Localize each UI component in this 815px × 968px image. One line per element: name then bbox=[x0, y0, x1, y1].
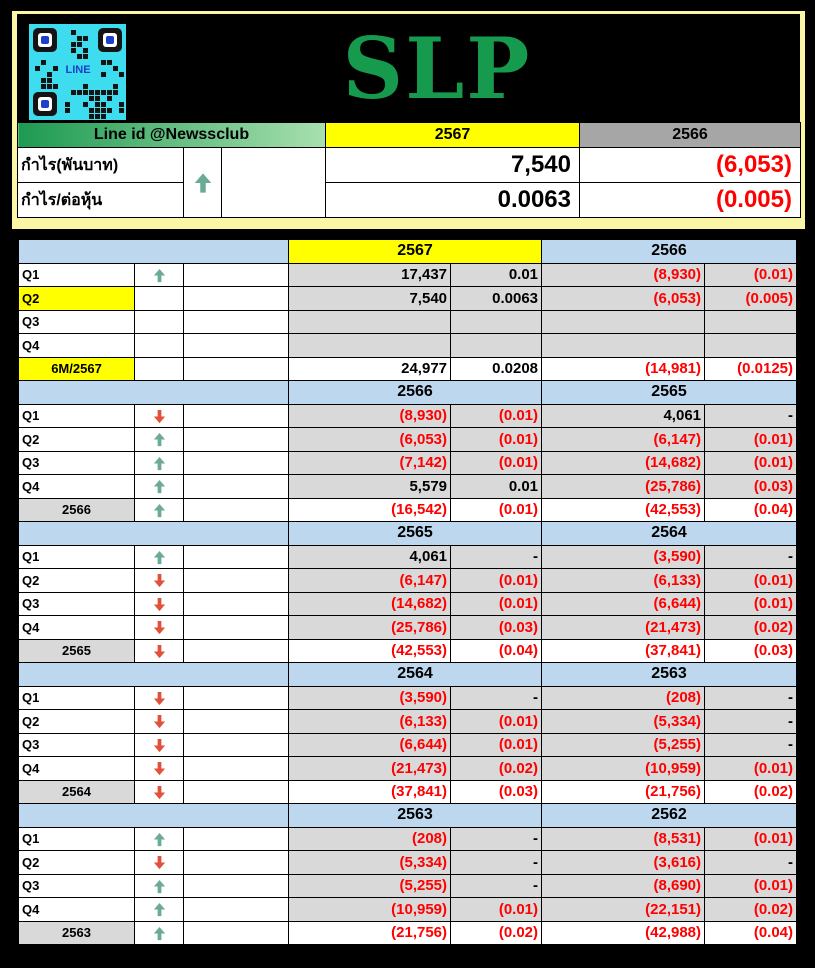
spacer-cell bbox=[184, 874, 289, 898]
eps-value-b: (0.01) bbox=[705, 827, 797, 851]
spacer-cell bbox=[184, 545, 289, 569]
trend-cell bbox=[135, 310, 184, 334]
section-header bbox=[19, 804, 797, 828]
section-header bbox=[19, 522, 797, 546]
profit-value-b: (8,690) bbox=[542, 874, 705, 898]
eps-value-a: (0.01) bbox=[451, 498, 542, 522]
total-row bbox=[19, 639, 797, 663]
profit-value-b: (208) bbox=[542, 686, 705, 710]
eps-value-a: - bbox=[451, 827, 542, 851]
eps-value-a: - bbox=[451, 545, 542, 569]
eps-value-a: (0.01) bbox=[451, 592, 542, 616]
trend-up-icon bbox=[152, 454, 167, 471]
quarter-row bbox=[19, 545, 797, 569]
trend-down-icon bbox=[152, 760, 167, 777]
period-label: 2564 bbox=[19, 780, 135, 804]
quarter-label: Q1 bbox=[19, 686, 135, 710]
spacer-cell bbox=[184, 428, 289, 452]
profit-value-b: (21,473) bbox=[542, 616, 705, 640]
eps-value-a: (0.01) bbox=[451, 733, 542, 757]
profit-value-a: (37,841) bbox=[289, 780, 451, 804]
profit-value-b: (5,255) bbox=[542, 733, 705, 757]
profit-value-b: (25,786) bbox=[542, 475, 705, 499]
profit-value-a: 17,437 bbox=[289, 263, 451, 287]
eps-value-b: (0.0125) bbox=[705, 357, 797, 381]
quarter-row bbox=[19, 451, 797, 475]
profit-value-b: (14,981) bbox=[542, 357, 705, 381]
eps-value-a: (0.01) bbox=[451, 898, 542, 922]
quarter-row bbox=[19, 757, 797, 781]
quarter-label: Q3 bbox=[19, 733, 135, 757]
eps-value-a: (0.01) bbox=[451, 451, 542, 475]
period-label: 2563 bbox=[19, 921, 135, 945]
spacer-cell bbox=[184, 710, 289, 734]
spacer-cell bbox=[184, 592, 289, 616]
trend-cell bbox=[135, 569, 184, 593]
profit-value-a: (6,053) bbox=[289, 428, 451, 452]
profit-value-b: (6,147) bbox=[542, 428, 705, 452]
trend-up-icon bbox=[152, 901, 167, 918]
trend-cell bbox=[135, 428, 184, 452]
spacer-cell bbox=[184, 686, 289, 710]
quarter-label: Q2 bbox=[19, 851, 135, 875]
section-year-a: 2566 bbox=[289, 381, 542, 405]
profit-value-a: 7,540 bbox=[289, 287, 451, 311]
eps-value-b: (0.03) bbox=[705, 475, 797, 499]
profit-value-a: (21,756) bbox=[289, 921, 451, 945]
trend-cell bbox=[135, 639, 184, 663]
profit-value-a: (25,786) bbox=[289, 616, 451, 640]
spacer-cell bbox=[184, 780, 289, 804]
quarter-label: Q4 bbox=[19, 757, 135, 781]
profit-value-b bbox=[542, 310, 705, 334]
eps-value-a: - bbox=[451, 851, 542, 875]
section-year-b: 2563 bbox=[542, 663, 797, 687]
eps-previous: (0.005) bbox=[580, 183, 801, 218]
quarter-row bbox=[19, 475, 797, 499]
profit-value-b: (21,756) bbox=[542, 780, 705, 804]
profit-value-a: (5,334) bbox=[289, 851, 451, 875]
spacer-cell bbox=[184, 733, 289, 757]
trend-up-icon bbox=[152, 924, 167, 941]
quarterly-results-table bbox=[18, 239, 797, 945]
section-header-blank bbox=[19, 381, 289, 405]
quarter-label: Q4 bbox=[19, 334, 135, 358]
quarter-row bbox=[19, 733, 797, 757]
section-header-blank bbox=[19, 663, 289, 687]
trend-down-icon bbox=[152, 642, 167, 659]
period-label: 2566 bbox=[19, 498, 135, 522]
summary-trend-cell bbox=[184, 148, 222, 218]
profit-value-a: (6,147) bbox=[289, 569, 451, 593]
profit-value-a: (7,142) bbox=[289, 451, 451, 475]
profit-value-a bbox=[289, 310, 451, 334]
trend-cell bbox=[135, 475, 184, 499]
line-qr-code[interactable] bbox=[29, 24, 126, 120]
quarter-label: Q4 bbox=[19, 898, 135, 922]
profit-previous: (6,053) bbox=[580, 148, 801, 183]
section-header-blank bbox=[19, 804, 289, 828]
summary-table bbox=[17, 122, 801, 218]
trend-up-icon bbox=[152, 877, 167, 894]
profit-value-b: (10,959) bbox=[542, 757, 705, 781]
qr-finder-pattern bbox=[33, 28, 57, 52]
profit-value-a bbox=[289, 334, 451, 358]
quarter-label: Q3 bbox=[19, 874, 135, 898]
profit-value-b: (3,590) bbox=[542, 545, 705, 569]
profit-current: 7,540 bbox=[326, 148, 580, 183]
trend-down-icon bbox=[152, 595, 167, 612]
section-year-b: 2562 bbox=[542, 804, 797, 828]
spacer-cell bbox=[184, 451, 289, 475]
quarter-label: Q2 bbox=[19, 569, 135, 593]
profit-value-b: (6,644) bbox=[542, 592, 705, 616]
profit-value-a: (8,930) bbox=[289, 404, 451, 428]
profit-value-b: (6,133) bbox=[542, 569, 705, 593]
eps-value-a: 0.0063 bbox=[451, 287, 542, 311]
summary-year-previous: 2566 bbox=[580, 123, 801, 148]
trend-cell bbox=[135, 616, 184, 640]
profit-value-a: (6,133) bbox=[289, 710, 451, 734]
quarter-row bbox=[19, 616, 797, 640]
eps-value-a: - bbox=[451, 874, 542, 898]
quarter-row bbox=[19, 404, 797, 428]
profit-value-b: (37,841) bbox=[542, 639, 705, 663]
quarter-label: Q2 bbox=[19, 287, 135, 311]
section-header-blank bbox=[19, 240, 289, 264]
profit-value-b: (22,151) bbox=[542, 898, 705, 922]
profit-value-b: 4,061 bbox=[542, 404, 705, 428]
spacer-cell bbox=[184, 475, 289, 499]
profit-value-a: (16,542) bbox=[289, 498, 451, 522]
eps-value-b: - bbox=[705, 851, 797, 875]
quarter-label: Q1 bbox=[19, 827, 135, 851]
summary-year-current: 2567 bbox=[326, 123, 580, 148]
quarter-row bbox=[19, 569, 797, 593]
trend-cell bbox=[135, 592, 184, 616]
spacer-cell bbox=[184, 898, 289, 922]
quarter-row bbox=[19, 851, 797, 875]
trend-cell bbox=[135, 780, 184, 804]
summary-panel bbox=[12, 11, 805, 229]
trend-cell bbox=[135, 921, 184, 945]
section-year-a: 2563 bbox=[289, 804, 542, 828]
qr-finder-pattern bbox=[33, 92, 57, 116]
profit-value-a: 5,579 bbox=[289, 475, 451, 499]
trend-down-icon bbox=[152, 713, 167, 730]
eps-value-b: - bbox=[705, 545, 797, 569]
trend-cell bbox=[135, 334, 184, 358]
spacer-cell bbox=[184, 404, 289, 428]
eps-value-b bbox=[705, 334, 797, 358]
trend-up-icon bbox=[152, 501, 167, 518]
eps-value-a bbox=[451, 310, 542, 334]
section-year-b: 2564 bbox=[542, 522, 797, 546]
quarter-label: Q4 bbox=[19, 616, 135, 640]
quarter-label: Q1 bbox=[19, 545, 135, 569]
trend-up-icon bbox=[152, 478, 167, 495]
total-row bbox=[19, 498, 797, 522]
profit-value-a: 24,977 bbox=[289, 357, 451, 381]
eps-value-b: (0.01) bbox=[705, 428, 797, 452]
eps-value-b: (0.005) bbox=[705, 287, 797, 311]
section-header bbox=[19, 663, 797, 687]
profit-value-b: (6,053) bbox=[542, 287, 705, 311]
quarter-row bbox=[19, 592, 797, 616]
eps-current: 0.0063 bbox=[326, 183, 580, 218]
profit-value-b: (42,553) bbox=[542, 498, 705, 522]
eps-value-a: 0.01 bbox=[451, 263, 542, 287]
quarter-row bbox=[19, 874, 797, 898]
quarter-row bbox=[19, 334, 797, 358]
eps-value-b: (0.01) bbox=[705, 451, 797, 475]
eps-value-a: (0.01) bbox=[451, 569, 542, 593]
trend-cell bbox=[135, 451, 184, 475]
total-row bbox=[19, 357, 797, 381]
spacer-cell bbox=[184, 827, 289, 851]
profit-value-b: (5,334) bbox=[542, 710, 705, 734]
eps-value-a: (0.04) bbox=[451, 639, 542, 663]
profit-value-a: (208) bbox=[289, 827, 451, 851]
trend-cell bbox=[135, 733, 184, 757]
eps-value-b: (0.02) bbox=[705, 898, 797, 922]
quarter-row bbox=[19, 263, 797, 287]
trend-down-icon bbox=[152, 783, 167, 800]
trend-down-icon bbox=[152, 619, 167, 636]
quarter-row bbox=[19, 686, 797, 710]
profit-value-a: (14,682) bbox=[289, 592, 451, 616]
quarter-row bbox=[19, 827, 797, 851]
summary-blank-cell bbox=[222, 148, 326, 218]
section-header bbox=[19, 240, 797, 264]
eps-value-b: (0.01) bbox=[705, 569, 797, 593]
section-year-a: 2565 bbox=[289, 522, 542, 546]
eps-value-a: 0.01 bbox=[451, 475, 542, 499]
eps-value-b: (0.04) bbox=[705, 498, 797, 522]
profit-value-b: (8,930) bbox=[542, 263, 705, 287]
eps-value-b: (0.02) bbox=[705, 780, 797, 804]
total-row bbox=[19, 921, 797, 945]
spacer-cell bbox=[184, 921, 289, 945]
eps-value-a: - bbox=[451, 686, 542, 710]
trend-up-icon bbox=[152, 548, 167, 565]
trend-cell bbox=[135, 898, 184, 922]
profit-value-a: 4,061 bbox=[289, 545, 451, 569]
stock-symbol-title: SLP bbox=[342, 19, 532, 118]
eps-value-b: (0.01) bbox=[705, 874, 797, 898]
quarter-row bbox=[19, 710, 797, 734]
quarter-label: Q3 bbox=[19, 592, 135, 616]
spacer-cell bbox=[184, 569, 289, 593]
section-header bbox=[19, 381, 797, 405]
trend-cell bbox=[135, 686, 184, 710]
section-year-a: 2567 bbox=[289, 240, 542, 264]
quarter-row bbox=[19, 428, 797, 452]
spacer-cell bbox=[184, 310, 289, 334]
profit-value-b: (3,616) bbox=[542, 851, 705, 875]
spacer-cell bbox=[184, 757, 289, 781]
quarter-label: Q2 bbox=[19, 710, 135, 734]
profit-value-b: (8,531) bbox=[542, 827, 705, 851]
spacer-cell bbox=[184, 287, 289, 311]
eps-value-b: - bbox=[705, 710, 797, 734]
header-band bbox=[17, 14, 800, 122]
spacer-cell bbox=[184, 616, 289, 640]
period-label: 6M/2567 bbox=[19, 357, 135, 381]
eps-value-b: (0.04) bbox=[705, 921, 797, 945]
eps-value-a: (0.03) bbox=[451, 616, 542, 640]
eps-value-b: - bbox=[705, 686, 797, 710]
eps-value-b: (0.01) bbox=[705, 757, 797, 781]
profit-value-a: (5,255) bbox=[289, 874, 451, 898]
quarter-label: Q2 bbox=[19, 428, 135, 452]
spacer-cell bbox=[184, 263, 289, 287]
eps-value-b: (0.01) bbox=[705, 592, 797, 616]
trend-cell bbox=[135, 710, 184, 734]
profit-value-a: (10,959) bbox=[289, 898, 451, 922]
eps-value-a: (0.03) bbox=[451, 780, 542, 804]
qr-finder-pattern bbox=[98, 28, 122, 52]
spacer-cell bbox=[184, 851, 289, 875]
line-id-label: Line id @Newssclub bbox=[18, 123, 326, 148]
trend-cell bbox=[135, 757, 184, 781]
eps-value-b: - bbox=[705, 733, 797, 757]
quarter-row bbox=[19, 310, 797, 334]
trend-up-icon bbox=[152, 431, 167, 448]
profit-value-b: (14,682) bbox=[542, 451, 705, 475]
trend-cell bbox=[135, 263, 184, 287]
eps-value-a: (0.01) bbox=[451, 404, 542, 428]
line-badge: LINE bbox=[59, 62, 97, 79]
spacer-cell bbox=[184, 498, 289, 522]
trend-cell bbox=[135, 545, 184, 569]
eps-value-b: (0.03) bbox=[705, 639, 797, 663]
section-header-blank bbox=[19, 522, 289, 546]
profit-value-a: (21,473) bbox=[289, 757, 451, 781]
trend-up-icon bbox=[192, 173, 214, 190]
quarter-label: Q3 bbox=[19, 310, 135, 334]
quarter-label: Q4 bbox=[19, 475, 135, 499]
trend-up-icon bbox=[152, 830, 167, 847]
trend-cell bbox=[135, 498, 184, 522]
eps-value-a: (0.01) bbox=[451, 428, 542, 452]
spacer-cell bbox=[184, 334, 289, 358]
quarter-row bbox=[19, 287, 797, 311]
trend-down-icon bbox=[152, 689, 167, 706]
trend-up-icon bbox=[152, 266, 167, 283]
eps-value-a bbox=[451, 334, 542, 358]
profit-value-b bbox=[542, 334, 705, 358]
eps-value-b bbox=[705, 310, 797, 334]
trend-down-icon bbox=[152, 407, 167, 424]
trend-cell bbox=[135, 357, 184, 381]
trend-cell bbox=[135, 874, 184, 898]
eps-value-a: (0.02) bbox=[451, 757, 542, 781]
quarter-row bbox=[19, 898, 797, 922]
eps-value-b: (0.02) bbox=[705, 616, 797, 640]
eps-value-a: 0.0208 bbox=[451, 357, 542, 381]
trend-cell bbox=[135, 827, 184, 851]
profit-value-a: (3,590) bbox=[289, 686, 451, 710]
quarter-label: Q1 bbox=[19, 404, 135, 428]
trend-down-icon bbox=[152, 572, 167, 589]
trend-cell bbox=[135, 851, 184, 875]
trend-down-icon bbox=[152, 736, 167, 753]
section-year-b: 2565 bbox=[542, 381, 797, 405]
spacer-cell bbox=[184, 357, 289, 381]
eps-value-a: (0.01) bbox=[451, 710, 542, 734]
spacer-cell bbox=[184, 639, 289, 663]
trend-down-icon bbox=[152, 854, 167, 871]
eps-label: กำไร/ต่อหุ้น bbox=[18, 183, 184, 218]
eps-value-b: - bbox=[705, 404, 797, 428]
total-row bbox=[19, 780, 797, 804]
trend-cell bbox=[135, 404, 184, 428]
eps-value-a: (0.02) bbox=[451, 921, 542, 945]
profit-label: กำไร(พันบาท) bbox=[18, 148, 184, 183]
period-label: 2565 bbox=[19, 639, 135, 663]
section-year-b: 2566 bbox=[542, 240, 797, 264]
quarter-label: Q1 bbox=[19, 263, 135, 287]
profit-value-b: (42,988) bbox=[542, 921, 705, 945]
section-year-a: 2564 bbox=[289, 663, 542, 687]
profit-value-a: (6,644) bbox=[289, 733, 451, 757]
trend-cell bbox=[135, 287, 184, 311]
eps-value-b: (0.01) bbox=[705, 263, 797, 287]
profit-value-a: (42,553) bbox=[289, 639, 451, 663]
quarter-label: Q3 bbox=[19, 451, 135, 475]
